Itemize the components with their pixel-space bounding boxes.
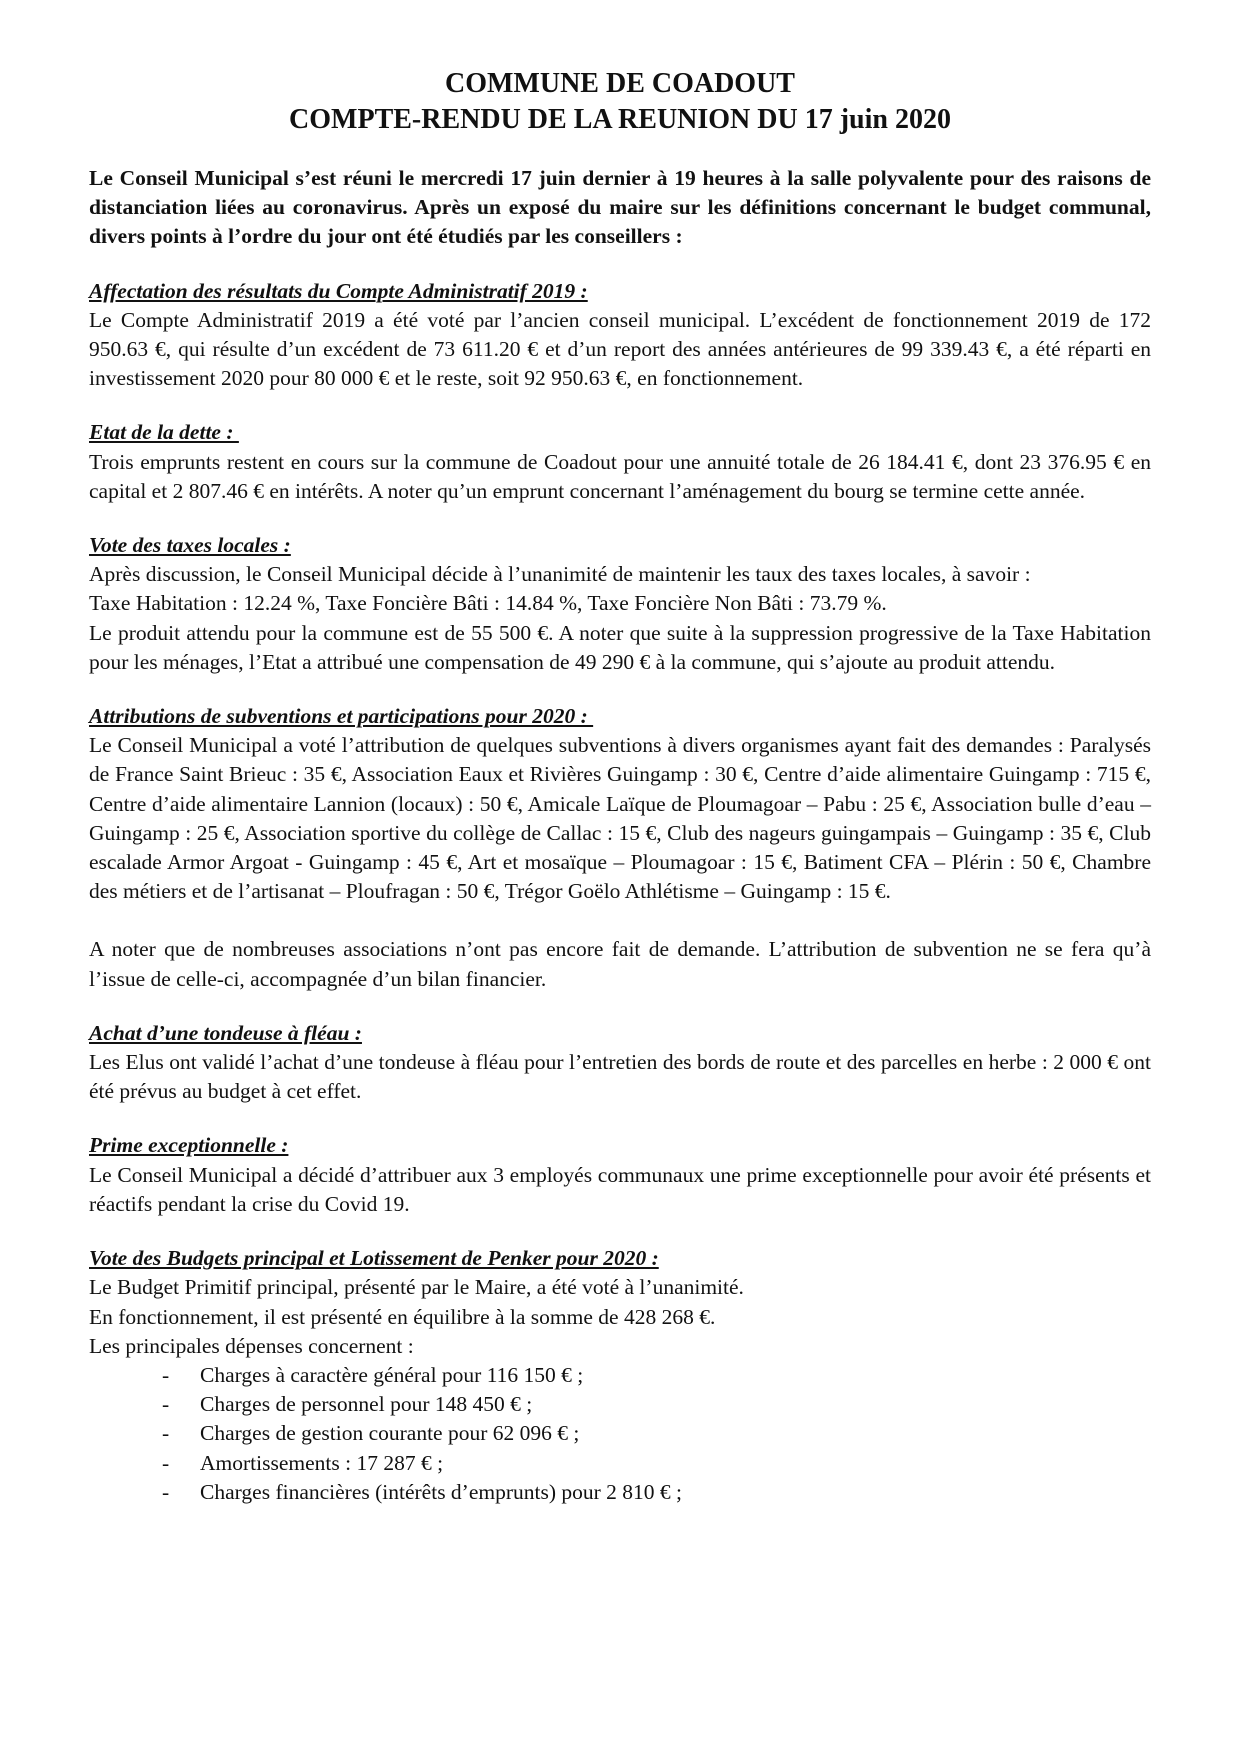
subventions-text-1: Le Conseil Municipal a voté l’attribution de quelques subventions à divers organismes ayant fait des demandes : Paralysés de France Saint Brieuc : 35 €, Association Eaux et Rivières Guingamp : 30 €, Centre d’aide alimentaire Guingamp : 715 €, Centre d’aide alimentaire Lannion (locaux) : 50 €, Amicale Laïque de Ploumagoar – Pabu : 25 €, Association bulle d’eau – Guingamp : 25 €, Association sportive du collège de Callac : 15 €, Club des nageurs guingampais – Guingamp : 35 €, Club escalade Armor Argoat - Guingamp : 45 €, Art et mosaïque – Ploumagoar : 15 €, Batiment CFA – Plérin : 50 €, Chambre des métiers et de l’artisanat – Ploufragan : 50 €, Trégor Goëlo Athlétisme – Guingamp : 15 €.	[89, 733, 1151, 904]
budgets-line-3: Les principales dépenses concernent :	[89, 1333, 414, 1358]
title-commune: COMMUNE DE COADOUT	[445, 68, 795, 99]
list-item: - Charges financières (intérêts d’emprunts) pour 2 810 € ;	[162, 1478, 1151, 1507]
heading-affectation: Affectation des résultats du Compte Administratif 2019 :	[89, 278, 588, 303]
section-subventions	[89, 702, 1151, 994]
title-compte-rendu: COMPTE-RENDU DE LA REUNION DU 17 juin 2020	[289, 104, 951, 135]
taxes-text-1: Après discussion, le Conseil Municipal décide à l’unanimité de maintenir les taux des taxes locales, à savoir :	[89, 562, 1031, 587]
section-affectation	[89, 277, 1151, 394]
section-taxes	[89, 531, 1151, 677]
budgets-line-1: Le Budget Primitif principal, présenté par le Maire, a été voté à l’unanimité.	[89, 1275, 744, 1300]
intro-paragraph: Le Conseil Municipal s’est réuni le mercredi 17 juin dernier à 19 heures à la salle polyvalente pour des raisons de distanciation liées au coronavirus. Après un exposé du maire sur les définitions concernant le budget communal, divers points à l’ordre du jour ont été étudiés par les conseillers :	[89, 166, 1151, 249]
heading-taxes: Vote des taxes locales :	[89, 533, 291, 558]
document-title	[89, 66, 1151, 138]
section-dette	[89, 418, 1151, 506]
taxes-rates: Taxe Habitation : 12.24 %, Taxe Foncière Bâti : 14.84 %, Taxe Foncière Non Bâti : 73.79 %.	[89, 591, 887, 616]
section-tondeuse	[89, 1019, 1151, 1107]
heading-prime: Prime exceptionnelle :	[89, 1133, 289, 1158]
list-item: - Charges à caractère général pour 116 150 € ;	[162, 1361, 1151, 1390]
document-page	[89, 66, 1151, 1507]
depenses-list	[89, 1361, 1151, 1507]
subventions-text-2: A noter que de nombreuses associations n’ont pas encore fait de demande. L’attribution de subvention ne se fera qu’à l’issue de celle-ci, accompagnée d’un bilan financier.	[89, 937, 1151, 991]
heading-budgets: Vote des Budgets principal et Lotissement de Penker pour 2020 :	[89, 1246, 659, 1271]
budgets-line-2: En fonctionnement, il est présenté en équilibre à la somme de 428 268 €.	[89, 1304, 716, 1329]
heading-subventions: Attributions de subventions et participations pour 2020 :	[89, 704, 594, 729]
section-budgets	[89, 1244, 1151, 1507]
list-item: - Charges de gestion courante pour 62 096 € ;	[162, 1419, 1151, 1448]
dette-text: Trois emprunts restent en cours sur la commune de Coadout pour une annuité totale de 26 184.41 €, dont 23 376.95 € en capital et 2 807.46 € en intérêts. A noter qu’un emprunt concernant l’aménagement du bourg se termine cette année.	[89, 449, 1151, 503]
affectation-text: Le Compte Administratif 2019 a été voté par l’ancien conseil municipal. L’excédent de fonctionnement 2019 de 172 950.63 €, qui résulte d’un excédent de 73 611.20 € et d’un report des années antérieures de 99 339.43 €, a été réparti en investissement 2020 pour 80 000 € et le reste, soit 92 950.63 €, en fonctionnement.	[89, 307, 1151, 391]
section-prime	[89, 1131, 1151, 1219]
taxes-text-3: Le produit attendu pour la commune est de 55 500 €. A noter que suite à la suppression progressive de la Taxe Habitation pour les ménages, l’Etat a attribué une compensation de 49 290 € à la commune, qui s’ajoute au produit attendu.	[89, 620, 1151, 674]
heading-tondeuse: Achat d’une tondeuse à fléau :	[89, 1020, 362, 1045]
list-item: - Amortissements : 17 287 € ;	[162, 1449, 1151, 1478]
list-item: - Charges de personnel pour 148 450 € ;	[162, 1390, 1151, 1419]
prime-text: Le Conseil Municipal a décidé d’attribuer aux 3 employés communaux une prime exceptionnelle pour avoir été présents et réactifs pendant la crise du Covid 19.	[89, 1162, 1151, 1216]
heading-dette: Etat de la dette :	[89, 420, 239, 445]
tondeuse-text: Les Elus ont validé l’achat d’une tondeuse à fléau pour l’entretien des bords de route et des parcelles en herbe : 2 000 € ont été prévus au budget à cet effet.	[89, 1050, 1151, 1104]
